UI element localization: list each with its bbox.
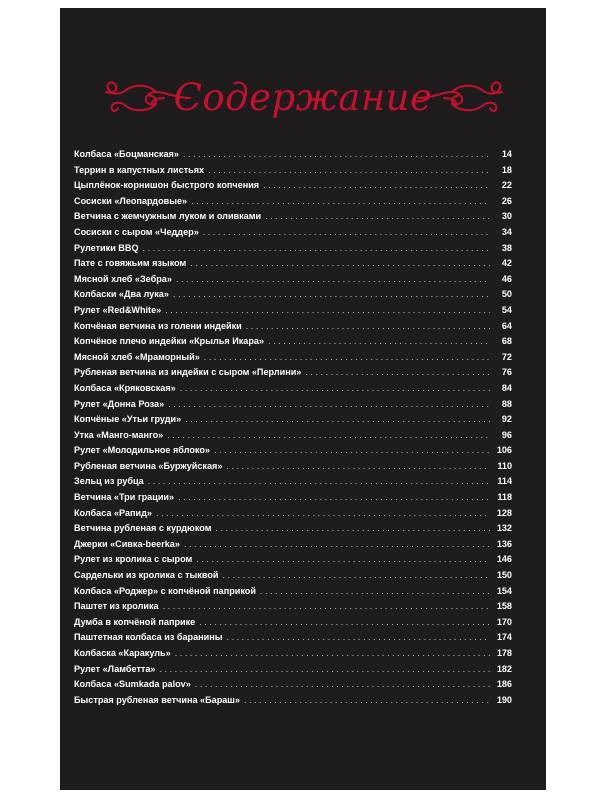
toc-entry-title: Колбаса «Боцманская» bbox=[74, 149, 179, 159]
dot-leader bbox=[168, 397, 490, 413]
toc-entry[interactable] bbox=[74, 350, 512, 366]
toc-entry[interactable] bbox=[74, 693, 512, 709]
toc-entry[interactable] bbox=[74, 412, 512, 428]
toc-entry-title: Думба в копчёной паприке bbox=[74, 616, 196, 627]
toc-entry-page-number: 136 bbox=[496, 538, 512, 549]
toc-entry-title: Рулет «Red&White» bbox=[74, 304, 162, 315]
dot-leader bbox=[265, 209, 490, 225]
toc-entry-title: Рулет из кролика с сыром bbox=[74, 554, 193, 565]
dot-leader bbox=[143, 241, 490, 257]
toc-entry-page-number: 30 bbox=[501, 211, 512, 222]
toc-entry-title: Ветчина с жемчужным луком и оливками bbox=[74, 211, 262, 222]
dot-leader bbox=[159, 662, 490, 678]
dot-leader bbox=[227, 630, 490, 646]
table-of-contents bbox=[74, 147, 512, 708]
dot-leader bbox=[190, 256, 490, 272]
toc-entry[interactable] bbox=[74, 521, 512, 537]
toc-entry[interactable] bbox=[74, 319, 512, 335]
dot-leader bbox=[244, 693, 490, 709]
dot-leader bbox=[222, 568, 490, 584]
toc-entry[interactable] bbox=[74, 381, 512, 397]
dot-leader bbox=[156, 506, 490, 522]
toc-entry-title: Цыплёнок-корнишон быстрого копчения bbox=[74, 180, 260, 191]
toc-entry[interactable] bbox=[74, 568, 512, 584]
toc-entry-title: Быстрая рубленая ветчина «Бараш» bbox=[74, 694, 240, 705]
dot-leader bbox=[203, 225, 490, 241]
dot-leader bbox=[167, 428, 490, 444]
toc-entry[interactable] bbox=[74, 646, 512, 662]
toc-entry-page-number: 14 bbox=[501, 149, 512, 159]
toc-entry[interactable] bbox=[74, 506, 512, 522]
toc-entry-page-number: 118 bbox=[497, 492, 512, 503]
toc-entry-page-number: 72 bbox=[501, 351, 512, 362]
dot-leader bbox=[263, 178, 490, 194]
toc-entry-page-number: 18 bbox=[501, 164, 512, 175]
toc-entry-page-number: 190 bbox=[496, 694, 512, 705]
dot-leader bbox=[214, 443, 490, 459]
dot-leader bbox=[178, 490, 490, 506]
dot-leader bbox=[305, 365, 490, 381]
toc-entry[interactable] bbox=[74, 272, 512, 288]
toc-entry-title: Колбаски «Два лука» bbox=[74, 289, 169, 300]
toc-entry-title: Ветчина рубленая с курдюком bbox=[74, 523, 212, 534]
dot-leader bbox=[191, 194, 490, 210]
toc-entry[interactable] bbox=[74, 397, 512, 413]
toc-entry-page-number: 110 bbox=[497, 460, 512, 471]
toc-entry[interactable] bbox=[74, 163, 512, 179]
dot-leader bbox=[215, 521, 490, 537]
dot-leader bbox=[163, 599, 490, 615]
toc-entry-page-number: 96 bbox=[501, 429, 512, 440]
toc-entry[interactable] bbox=[74, 677, 512, 693]
dot-leader bbox=[208, 163, 490, 179]
toc-entry-page-number: 54 bbox=[501, 304, 512, 315]
toc-entry[interactable] bbox=[74, 303, 512, 319]
toc-entry-page-number: 146 bbox=[496, 554, 512, 565]
toc-entry-title: Ветчина «Три грации» bbox=[74, 492, 175, 503]
toc-entry-page-number: 186 bbox=[496, 679, 512, 690]
toc-entry[interactable] bbox=[74, 662, 512, 678]
toc-entry[interactable] bbox=[74, 194, 512, 210]
toc-entry-title: Колбаса «Кряковская» bbox=[74, 382, 176, 393]
toc-entry[interactable] bbox=[74, 178, 512, 194]
toc-entry-page-number: 154 bbox=[496, 585, 512, 596]
dot-leader bbox=[199, 615, 490, 631]
toc-entry-page-number: 84 bbox=[501, 382, 512, 393]
toc-entry[interactable] bbox=[74, 630, 512, 646]
toc-entry-page-number: 26 bbox=[501, 195, 512, 206]
toc-entry-title: Копчёное плечо индейки «Крылья Икара» bbox=[74, 336, 265, 347]
toc-entry-title: Зельц из рубца bbox=[74, 476, 144, 487]
toc-entry-page-number: 128 bbox=[496, 507, 512, 518]
toc-entry[interactable] bbox=[74, 615, 512, 631]
dot-leader bbox=[246, 319, 490, 335]
toc-entry-title: Рулет «Ламбетта» bbox=[74, 663, 156, 674]
toc-entry[interactable] bbox=[74, 147, 512, 163]
dot-leader bbox=[180, 381, 490, 397]
toc-entry-page-number: 174 bbox=[496, 632, 512, 643]
toc-entry-page-number: 178 bbox=[496, 648, 512, 658]
dot-leader bbox=[183, 147, 490, 163]
toc-entry-title: Террин в капустных листьях bbox=[74, 164, 205, 175]
toc-entry[interactable] bbox=[74, 365, 512, 381]
toc-entry-page-number: 170 bbox=[496, 616, 512, 627]
dot-leader bbox=[165, 303, 490, 319]
dot-leader bbox=[268, 334, 490, 350]
toc-entry-page-number: 42 bbox=[501, 258, 512, 269]
toc-entry[interactable] bbox=[74, 209, 512, 225]
toc-entry-page-number: 182 bbox=[496, 663, 512, 674]
dot-leader bbox=[175, 646, 490, 662]
toc-entry-page-number: 50 bbox=[501, 289, 512, 300]
toc-entry-page-number: 34 bbox=[501, 226, 512, 237]
toc-entry-page-number: 158 bbox=[496, 601, 512, 612]
toc-entry[interactable] bbox=[74, 443, 512, 459]
toc-entry-title: Сосиски с сыром «Чеддер» bbox=[74, 226, 199, 237]
toc-entry[interactable] bbox=[74, 490, 512, 506]
toc-entry-title: Рубленая ветчина «Буржуйская» bbox=[74, 460, 223, 471]
dot-leader bbox=[185, 412, 490, 428]
dot-leader bbox=[176, 272, 490, 288]
toc-entry-page-number: 114 bbox=[497, 476, 512, 487]
toc-entry[interactable] bbox=[74, 225, 512, 241]
toc-entry-page-number: 150 bbox=[496, 570, 512, 581]
toc-entry-page-number: 46 bbox=[501, 273, 512, 284]
toc-entry[interactable] bbox=[74, 256, 512, 272]
toc-entry-title: Утка «Манго-манго» bbox=[74, 429, 164, 440]
toc-entry[interactable] bbox=[74, 241, 512, 257]
toc-entry-page-number: 88 bbox=[501, 398, 512, 409]
toc-entry[interactable] bbox=[74, 599, 512, 615]
dot-leader bbox=[173, 287, 490, 303]
toc-entry-title: Копчёные «Утьи груди» bbox=[74, 414, 182, 425]
toc-entry-title: Колбаса «Роджер» с копчёной паприкой bbox=[74, 585, 256, 596]
toc-entry-page-number: 76 bbox=[501, 367, 512, 378]
dot-leader bbox=[195, 677, 490, 693]
toc-entry-title: Рулет «Молодильное яблоко» bbox=[74, 445, 210, 456]
dot-leader bbox=[260, 584, 490, 600]
toc-entry-page-number: 68 bbox=[501, 336, 512, 347]
toc-entry-title: Рулетики BBQ bbox=[74, 242, 139, 253]
dot-leader bbox=[226, 459, 490, 475]
toc-entry-title: Рулет «Донна Роза» bbox=[74, 398, 165, 409]
toc-entry-title: Пате с говяжьим языком bbox=[74, 258, 187, 269]
toc-entry-title: Джерки «Сивка-beerka» bbox=[74, 538, 180, 549]
toc-entry[interactable] bbox=[74, 428, 512, 444]
toc-entry-page-number: 106 bbox=[496, 445, 512, 456]
toc-entry[interactable] bbox=[74, 552, 512, 568]
title-row bbox=[60, 70, 546, 130]
toc-entry-page-number: 132 bbox=[496, 523, 512, 534]
toc-entry-title: Сосиски «Леопардовые» bbox=[74, 195, 188, 206]
toc-entry-title: Колбаса «Sumkada palov» bbox=[74, 679, 191, 690]
toc-entry-page-number: 22 bbox=[501, 180, 512, 191]
toc-entry-title: Сардельки из кролика с тыквой bbox=[74, 570, 219, 581]
book-page bbox=[60, 8, 546, 790]
toc-entry-title: Паштетная колбаса из баранины bbox=[74, 632, 223, 643]
dot-leader bbox=[196, 552, 490, 568]
toc-entry-title: Копчёная ветчина из голени индейки bbox=[74, 320, 242, 331]
toc-entry-title: Колбаса «Рапид» bbox=[74, 507, 152, 518]
toc-entry-page-number: 92 bbox=[501, 414, 512, 425]
toc-entry[interactable] bbox=[74, 537, 512, 553]
dot-leader bbox=[148, 474, 490, 490]
toc-entry-title: Паштет из кролика bbox=[74, 601, 159, 612]
dot-leader bbox=[204, 350, 490, 366]
toc-entry[interactable] bbox=[74, 287, 512, 303]
toc-entry-title: Рубленая ветчина из индейки с сыром «Перлини» bbox=[74, 367, 302, 378]
toc-entry[interactable] bbox=[74, 584, 512, 600]
toc-entry-title: Мясной хлеб «Зебра» bbox=[74, 273, 172, 284]
page-title: Содержание bbox=[173, 76, 433, 119]
toc-entry-page-number: 64 bbox=[501, 320, 512, 331]
toc-entry-title: Колбаска «Каракуль» bbox=[74, 648, 171, 658]
toc-entry-title: Мясной хлеб «Мраморный» bbox=[74, 351, 200, 362]
toc-entry[interactable] bbox=[74, 334, 512, 350]
toc-entry[interactable] bbox=[74, 474, 512, 490]
toc-entry[interactable] bbox=[74, 459, 512, 475]
toc-entry-page-number: 38 bbox=[501, 242, 512, 253]
flourish-ornament-right-icon bbox=[416, 80, 504, 114]
dot-leader bbox=[184, 537, 490, 553]
